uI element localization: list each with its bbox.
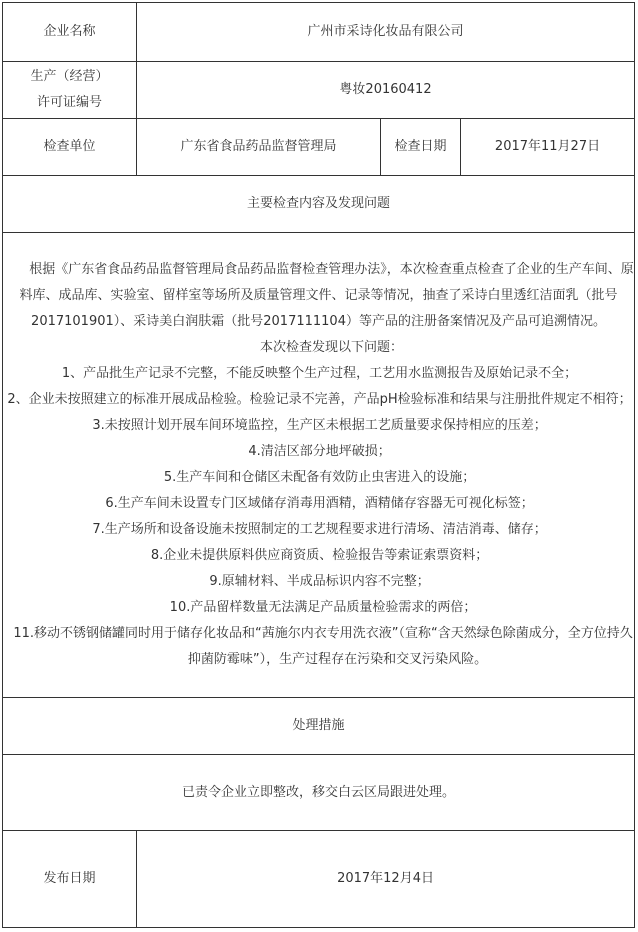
findings-heading-row xyxy=(3,176,635,233)
problem-item-5: 5.生产车间和仓储区未配备有效防止虫害进入的设施； xyxy=(163,470,476,485)
license-label-line1: 生产（经营） xyxy=(30,69,109,84)
measures-heading-row xyxy=(3,698,635,755)
problem-item-6: 6.生产车间未设置专门区域储存消毒用酒精，酒精储存容器无可视化标签； xyxy=(105,496,534,511)
inspection-unit-value: 广东省食品药品监督管理局 xyxy=(137,119,381,176)
problem-item-3: 3.未按照计划开展车间环境监控，生产区未根据工艺质量要求保持相应的压差； xyxy=(92,418,547,433)
problem-item-11: 11.移动不锈钢储罐同时用于储存化妆品和“茜施尔内衣专用洗衣液”（宣称“含天然绿色除菌成分，全方位持久抑菌防霉味”），生产过程存在污染和交叉污染风险。 xyxy=(13,626,633,667)
inspection-unit-label: 检查单位 xyxy=(3,119,137,176)
problem-item-8: 8.企业未提供原料供应商资质、检验报告等索证索票资料； xyxy=(150,548,489,563)
inspection-row xyxy=(3,119,635,176)
problem-item-2: 2、企业未按照建立的标准开展成品检验。检验记录不完善，产品pH检验标准和结果与注册批件规定不相符； xyxy=(7,392,632,407)
problem-item-7: 7.生产场所和设备设施未按照制定的工艺规程要求进行清场、清洁消毒、储存； xyxy=(92,522,547,537)
findings-content xyxy=(3,233,635,698)
findings-content-row xyxy=(3,233,635,698)
problems-intro: 本次检查发现以下问题： xyxy=(260,340,404,355)
measures-heading: 处理措施 xyxy=(3,698,635,755)
problem-item-10: 10.产品留样数量无法满足产品质量检验需求的两倍； xyxy=(169,600,477,615)
findings-intro: 根据《广东省食品药品监督管理局食品药品监督检查管理办法》，本次检查重点检查了企业的生产车间、原料库、成品库、实验室、留样室等场所及质量管理文件、记录等情况，抽查了采诗白里透红洁面乳（批号2017101901）、采诗美白润肤霜（批号2017111104）等产品的注册备案情况及产品可追溯情况。 xyxy=(19,262,634,329)
problem-item-4: 4.清洁区部分地坪破损； xyxy=(248,444,391,459)
company-label: 企业名称 xyxy=(3,3,137,62)
license-value: 粤妆20160412 xyxy=(137,62,635,119)
publish-value: 2017年12月4日 xyxy=(137,831,635,928)
measures-content-row xyxy=(3,755,635,831)
license-row xyxy=(3,62,635,119)
findings-heading: 主要检查内容及发现问题 xyxy=(3,176,635,233)
measures-content: 已责令企业立即整改，移交白云区局跟进处理。 xyxy=(3,755,635,831)
license-label-line2: 许可证编号 xyxy=(36,95,102,110)
company-row xyxy=(3,3,635,62)
license-label xyxy=(3,62,137,119)
inspection-date-value: 2017年11月27日 xyxy=(461,119,635,176)
company-value: 广州市采诗化妆品有限公司 xyxy=(137,3,635,62)
problem-item-9: 9.原辅材料、半成品标识内容不完整； xyxy=(209,574,430,589)
problem-item-1: 1、产品批生产记录不完整，不能反映整个生产过程，工艺用水监测报告及原始记录不全； xyxy=(61,366,578,381)
publish-label: 发布日期 xyxy=(3,831,137,928)
inspection-report-table xyxy=(2,2,635,928)
publish-row xyxy=(3,831,635,928)
inspection-date-label: 检查日期 xyxy=(381,119,461,176)
